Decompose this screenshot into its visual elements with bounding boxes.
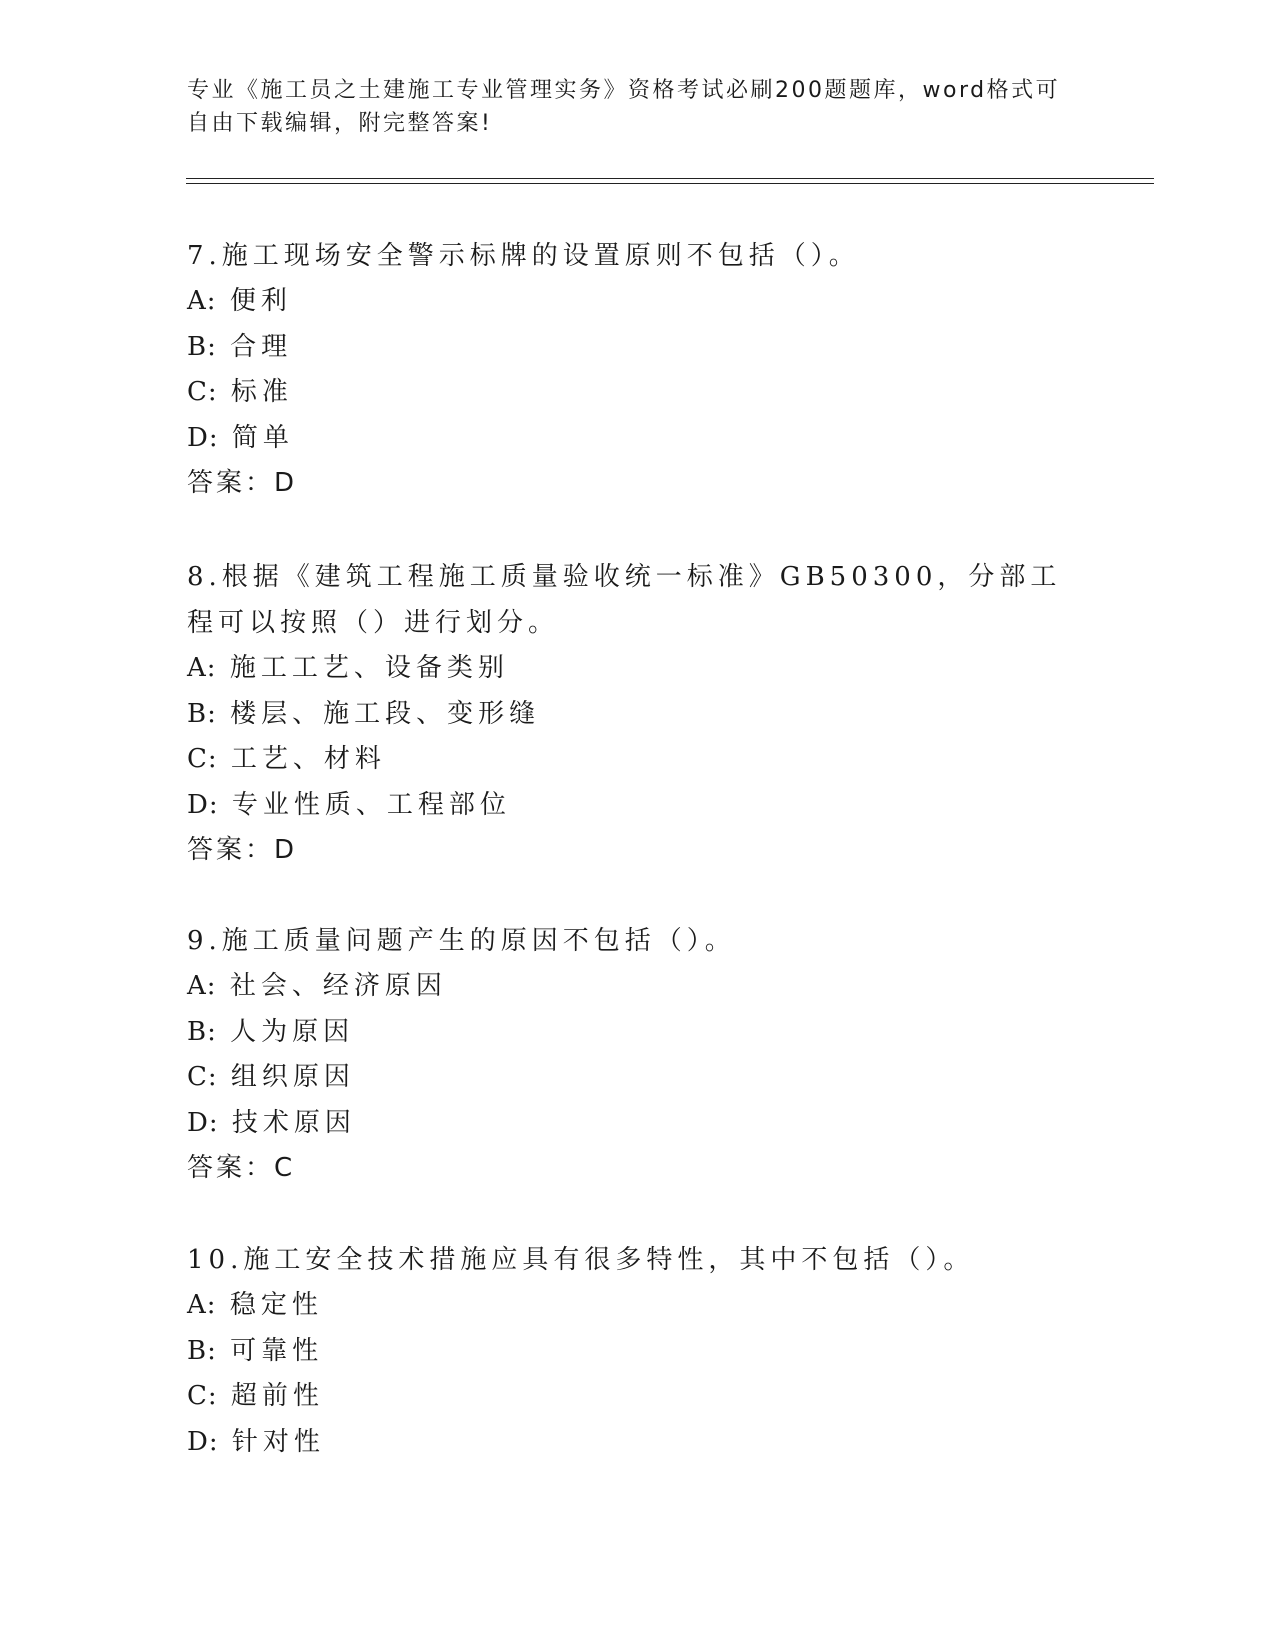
answer: 答案：D [187,468,298,498]
option-d: D: 技术原因 [187,1107,356,1138]
option-d: D: 专业性质、工程部位 [187,789,511,820]
option-b: B: 人为原因 [187,1016,355,1047]
question-stem: 10.施工安全技术措施应具有很多特性，其中不包括（）。 [187,1245,975,1275]
option-a: A: 便利 [187,286,292,316]
answer: 答案：D [187,835,298,865]
option-c: C: 标准 [187,377,293,407]
option-a: A: 稳定性 [187,1290,323,1320]
question-stem: 7.施工现场安全警示标牌的设置原则不包括（）。 [187,241,860,271]
question-10 [187,1237,1087,1465]
option-d: D: 简单 [187,422,294,453]
option-c: C: 工艺、材料 [187,744,386,774]
header-line-1: 专业《施工员之土建施工专业管理实务》资格考试必刷200题题库，word格式可 [187,78,1061,103]
option-c: C: 组织原因 [187,1062,355,1092]
document-header [187,74,1067,140]
question-stem: 9.施工质量问题产生的原因不包括（）。 [187,926,736,956]
option-b: B: 楼层、施工段、变形缝 [187,698,541,729]
question-9 [187,918,1087,1192]
option-b: B: 可靠性 [187,1335,324,1366]
option-a: A: 施工工艺、设备类别 [187,653,509,683]
header-divider-bottom [186,183,1154,184]
answer: 答案：C [187,1153,296,1183]
header-line-2: 自由下载编辑，附完整答案! [187,111,493,136]
question-8 [187,554,1087,874]
question-7 [187,233,1087,507]
option-c: C: 超前性 [187,1381,324,1411]
header-divider-top [186,178,1154,179]
question-stem: 8.根据《建筑工程施工质量验收统一标准》GB50300，分部工程可以按照（）进行划分。 [187,562,1062,638]
option-b: B: 合理 [187,331,293,362]
option-d: D: 针对性 [187,1426,325,1457]
option-a: A: 社会、经济原因 [187,971,447,1001]
